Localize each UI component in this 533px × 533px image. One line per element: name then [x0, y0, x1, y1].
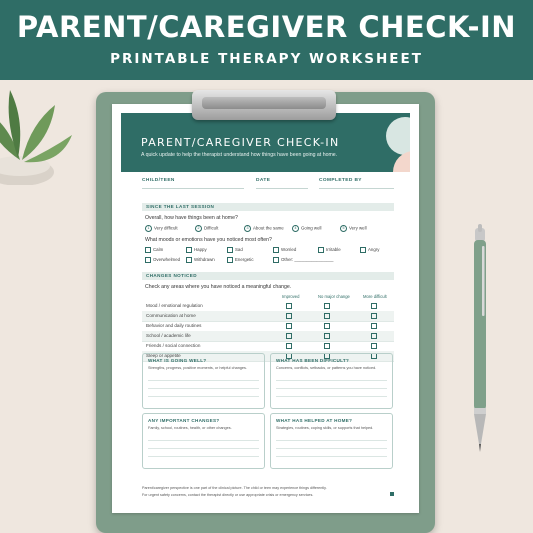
column-improved: Improved — [282, 294, 300, 299]
row-checkbox[interactable] — [324, 323, 330, 329]
row-checkbox[interactable] — [324, 303, 330, 309]
box-helped-at-home[interactable]: WHAT HAS HELPED AT HOME? Strategies, routines, coping skills, or supports that helped. — [270, 413, 393, 469]
mood-checkbox[interactable]: Irritable — [318, 247, 341, 253]
section-since-last-session — [142, 203, 394, 211]
worksheet-title: PARENT/CAREGIVER CHECK-IN — [141, 136, 340, 149]
brand-square-icon — [390, 492, 394, 496]
scale-option[interactable]: 3 About the same — [244, 225, 284, 232]
mood-checkbox[interactable]: Angry — [360, 247, 379, 253]
row-checkbox[interactable] — [371, 313, 377, 319]
row-checkbox[interactable] — [286, 343, 292, 349]
row-checkbox[interactable] — [324, 333, 330, 339]
row-checkbox[interactable] — [371, 303, 377, 309]
section-changes-noticed — [142, 272, 394, 280]
table-row: Sleep or appetite — [142, 351, 394, 362]
table-row: Communication at home — [142, 311, 394, 322]
row-checkbox[interactable] — [286, 313, 292, 319]
mood-checkbox[interactable]: Withdrawn — [186, 257, 215, 263]
row-checkbox[interactable] — [286, 303, 292, 309]
scale-option[interactable]: 2 Difficult — [195, 225, 218, 232]
column-no-major-change: No major change — [318, 294, 350, 299]
worksheet-header — [121, 113, 410, 172]
decor-circle-mint — [386, 117, 410, 155]
banner-subtitle: PRINTABLE THERAPY WORKSHEET — [110, 51, 423, 67]
child-field-label: CHILD/TEEN — [142, 178, 175, 183]
completed-by-field[interactable] — [319, 188, 394, 189]
mood-checkbox[interactable]: Overwhelmed — [145, 257, 180, 263]
footer-note: Parent/caregiver perspective is one part of the clinical picture. The child or teen may experience things differently. — [142, 486, 327, 490]
row-checkbox[interactable] — [324, 313, 330, 319]
mood-checkbox[interactable]: Worried — [273, 247, 296, 253]
scale-option[interactable]: 4 Going well — [292, 225, 322, 232]
date-field-label: DATE — [256, 178, 271, 183]
table-row: School / academic life — [142, 331, 394, 342]
scale-option[interactable]: 5 Very well — [340, 225, 367, 232]
mood-checkbox[interactable]: Calm — [145, 247, 163, 253]
section-header: SINCE THE LAST SESSION — [146, 204, 215, 209]
plant-icon — [0, 80, 75, 185]
row-checkbox[interactable] — [286, 323, 292, 329]
question-overall: Overall, how have things been at home? — [145, 215, 238, 221]
scale-option[interactable]: 1 Very difficult — [145, 225, 178, 232]
banner-title: PARENT/CAREGIVER CHECK-IN — [16, 10, 517, 44]
row-checkbox[interactable] — [371, 333, 377, 339]
changes-prompt: Check any areas where you have noticed a meaningful change. — [145, 284, 292, 290]
date-field[interactable] — [256, 188, 308, 189]
row-checkbox[interactable] — [371, 323, 377, 329]
decor-circle-peach — [393, 151, 410, 172]
top-banner — [0, 0, 533, 80]
mood-checkbox[interactable]: Energetic — [227, 257, 254, 263]
box-important-changes[interactable]: ANY IMPORTANT CHANGES? Family, school, routines, health, or other changes. — [142, 413, 265, 469]
row-checkbox[interactable] — [371, 343, 377, 349]
question-moods: What moods or emotions have you noticed most often? — [145, 237, 272, 243]
worksheet-page — [112, 104, 419, 513]
box-difficult[interactable]: WHAT HAS BEEN DIFFICULT? Concerns, conflicts, setbacks, or patterns you have noticed. — [270, 353, 393, 409]
completed-by-field-label: COMPLETED BY — [319, 178, 362, 183]
section-header: CHANGES NOTICED — [146, 273, 197, 278]
table-row: Behavior and daily routines — [142, 321, 394, 332]
child-field[interactable] — [142, 188, 244, 189]
worksheet-subtitle: A quick update to help the therapist understand how things have been going at home. — [141, 152, 338, 158]
box-going-well[interactable]: WHAT IS GOING WELL? Strengths, progress, positive moments, or helpful changes. — [142, 353, 265, 409]
row-checkbox[interactable] — [286, 333, 292, 339]
mood-checkbox[interactable]: Sad — [227, 247, 243, 253]
table-row: Mood / emotional regulation — [142, 301, 394, 312]
table-row: Friends / social connection — [142, 341, 394, 352]
mood-checkbox-other[interactable]: Other: ________________ — [273, 257, 334, 263]
clipboard-clip-icon — [192, 90, 336, 120]
row-checkbox[interactable] — [324, 343, 330, 349]
pen-icon — [468, 222, 492, 454]
footer-safety-note: For urgent safety concerns, contact the therapist directly or use appropriate crisis or emergency services. — [142, 493, 314, 497]
column-more-difficult: More difficult — [363, 294, 387, 299]
mood-checkbox[interactable]: Happy — [186, 247, 207, 253]
